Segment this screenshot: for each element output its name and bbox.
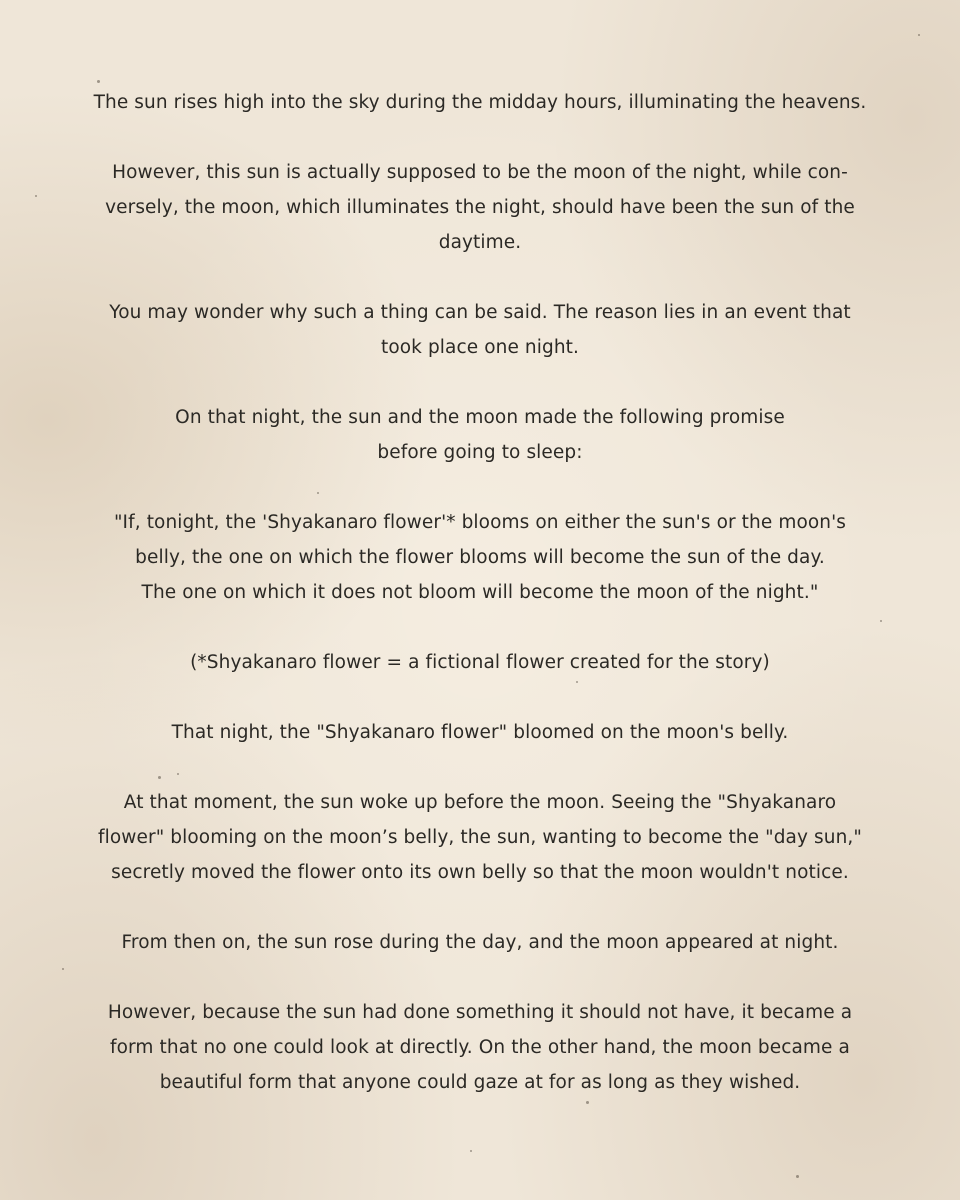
story-paragraph: You may wonder why such a thing can be said. The reason lies in an event that took place one night. — [109, 302, 851, 358]
paper-speck — [918, 34, 920, 36]
paper-speck — [97, 80, 100, 83]
story-paragraph: That night, the "Shyakanaro flower" bloomed on the moon's belly. — [171, 722, 789, 743]
paper-speck — [35, 195, 37, 197]
story-paragraph: "If, tonight, the 'Shyakanaro flower'* blooms on either the sun's or the moon's belly, the one on which the flower blooms will become the sun of the day. The one on which it does not bloom will become the moon of the night." — [113, 512, 847, 603]
story-paragraph: However, because the sun had done something it should not have, it became a form that no one could look at directly. On the other hand, the moon became a beautiful form that anyone could gaze at for as long as they wished. — [107, 1002, 853, 1093]
story-text — [40, 85, 920, 1135]
footnote-paragraph: (*Shyakanaro flower = a fictional flower created for the story) — [190, 652, 770, 673]
paper-speck — [470, 1150, 472, 1152]
story-paragraph: The sun rises high into the sky during the midday hours, illuminating the heavens. — [93, 92, 867, 113]
paper-speck — [796, 1175, 799, 1178]
story-paragraph: From then on, the sun rose during the day, and the moon appeared at night. — [121, 932, 839, 953]
story-paragraph: At that moment, the sun woke up before the moon. Seeing the "Shyakanaro flower" blooming on the moon’s belly, the sun, wanting to become the "day sun," secretly moved the flower onto its own belly so that the moon wouldn't notice. — [98, 792, 862, 883]
story-paragraph: However, this sun is actually supposed to be the moon of the night, while con- versely, the moon, which illuminates the night, should have been the sun of the daytime. — [105, 162, 855, 253]
story-paragraph: On that night, the sun and the moon made the following promise before going to sleep: — [175, 407, 785, 463]
